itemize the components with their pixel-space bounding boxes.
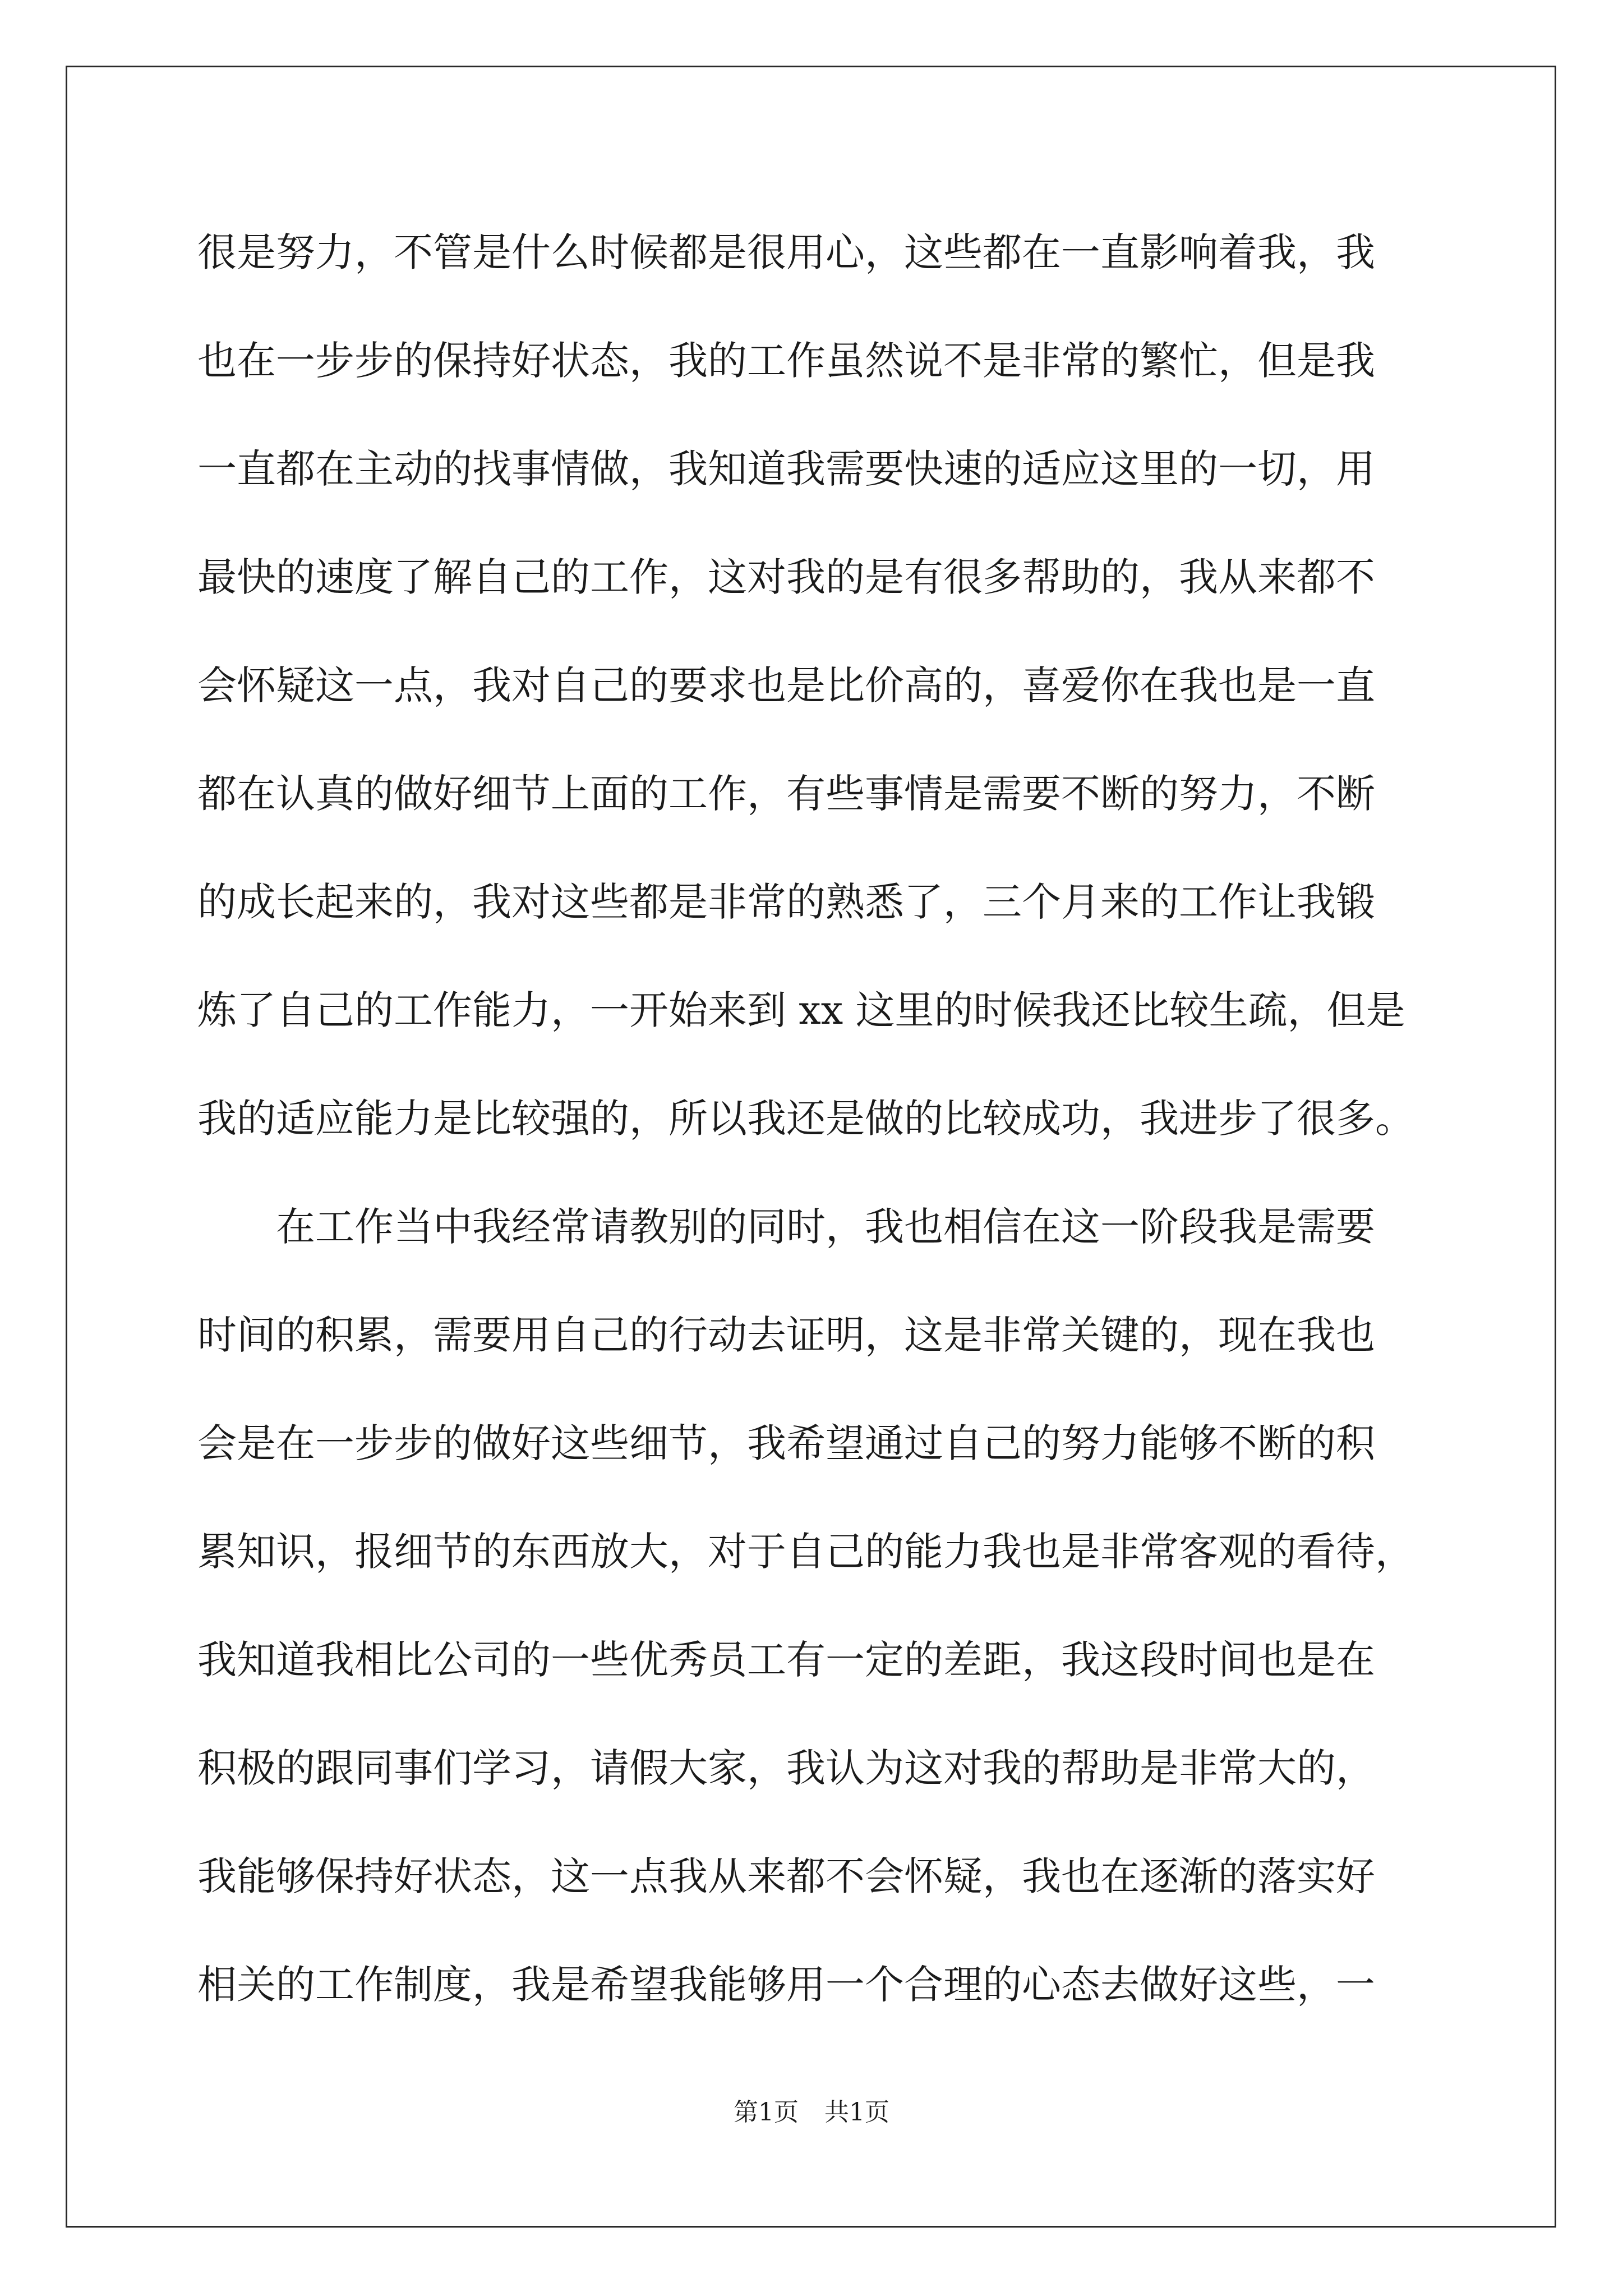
text-line: 累知识，报细节的东西放大，对于自己的能力我也是非常客观的看待， — [197, 1529, 1414, 1575]
text-line: 会怀疑这一点，我对自己的要求也是比价高的，喜爱你在我也是一直 — [197, 662, 1375, 708]
text-line: 一直都在主动的找事情做，我知道我需要快速的适应这里的一切，用 — [197, 446, 1375, 492]
text-line: 相关的工作制度，我是希望我能够用一个合理的心态去做好这些，一 — [197, 1962, 1375, 2008]
text-line: 都在认真的做好细节上面的工作，有些事情是需要不断的努力，不断 — [197, 771, 1375, 817]
text-line: 我的适应能力是比较强的，所以我还是做的比较成功，我进步了很多。 — [197, 1096, 1414, 1142]
paragraph-first-line: 在工作当中我经常请教别的同时，我也相信在这一阶段我是需要 — [276, 1204, 1375, 1250]
text-line: 时间的积累，需要用自己的行动去证明，这是非常关键的，现在我也 — [197, 1312, 1375, 1358]
text-line: 炼了自己的工作能力，一开始来到 xx 这里的时候我还比较生疏，但是 — [197, 987, 1405, 1033]
total-pages-label: 共1页 — [824, 2098, 889, 2127]
current-page-label: 第1页 — [734, 2098, 799, 2127]
text-line: 会是在一步步的做好这些细节，我希望通过自己的努力能够不断的积 — [197, 1420, 1375, 1466]
document-body — [197, 222, 1431, 2062]
text-line: 最快的速度了解自己的工作，这对我的是有很多帮助的，我从来都不 — [197, 554, 1375, 600]
text-line: 也在一步步的保持好状态，我的工作虽然说不是非常的繁忙，但是我 — [197, 338, 1375, 384]
page-footer — [0, 2096, 1623, 2129]
text-line: 很是努力，不管是什么时候都是很用心，这些都在一直影响着我，我 — [197, 229, 1375, 275]
text-line: 我能够保持好状态，这一点我从来都不会怀疑，我也在逐渐的落实好 — [197, 1853, 1375, 1899]
text-line: 积极的跟同事们学习，请假大家，我认为这对我的帮助是非常大的， — [197, 1745, 1375, 1791]
text-line: 的成长起来的，我对这些都是非常的熟悉了，三个月来的工作让我锻 — [197, 879, 1375, 925]
text-line: 我知道我相比公司的一些优秀员工有一定的差距，我这段时间也是在 — [197, 1637, 1375, 1683]
